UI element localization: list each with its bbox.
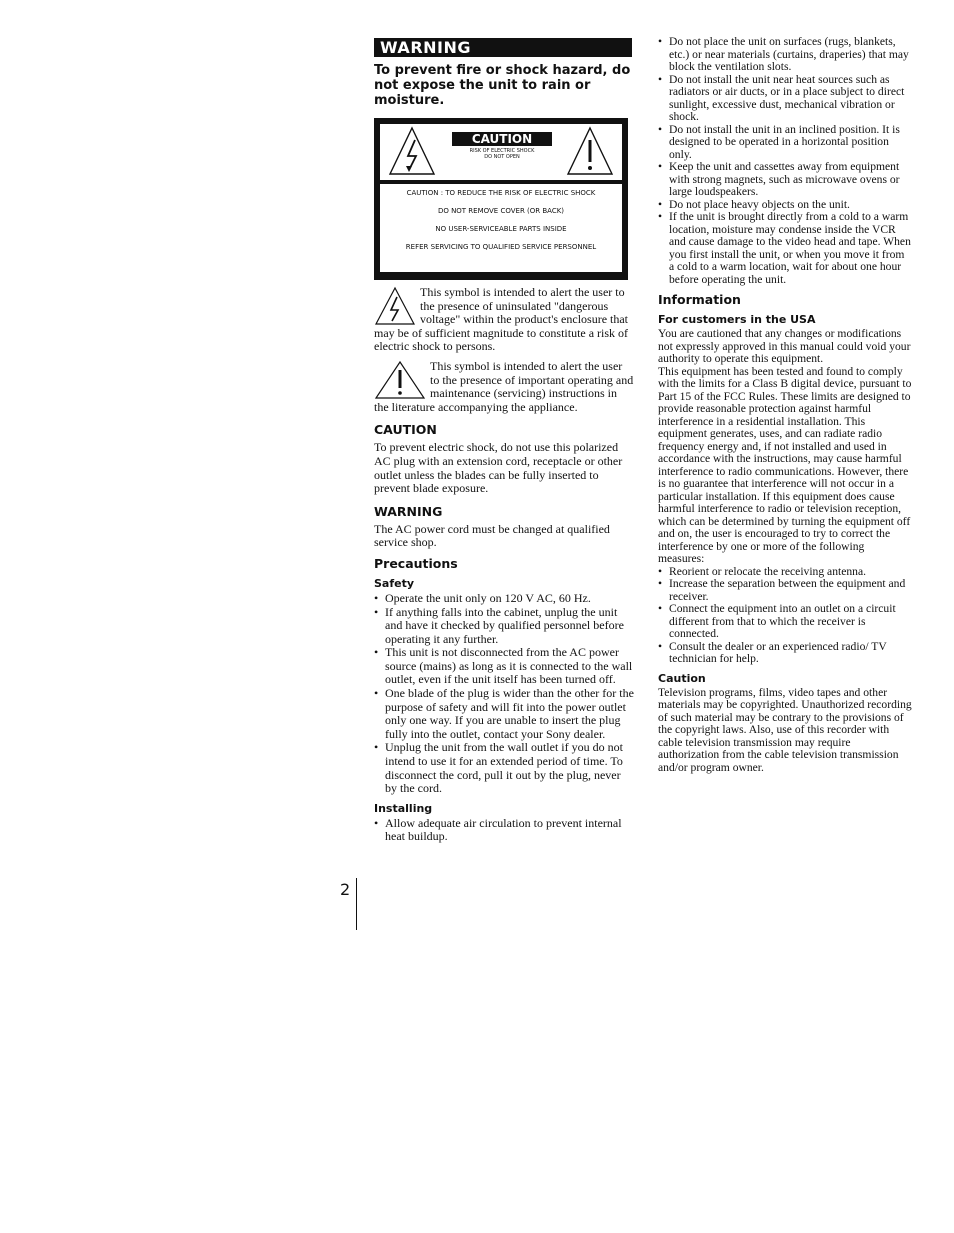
list-item: • Operate the unit only on 120 V AC, 60 Hz. (374, 592, 634, 606)
caution-heading: Caution (658, 671, 706, 685)
warning-banner: WARNING (374, 38, 632, 57)
usa-paragraph-2: This equipment has been tested and found to comply with the limits for a Class B digital device, pursuant to Part 15 of the FCC Rules. These limits are designed to provide reasonable protection against harmful interference in a residential installation. This equipment generates, uses, and can radiate radio frequency energy and, if not installed and used in accordance with the instructions, may cause harmful interference to radio communications. However, there is no guarantee that interference will not occur in a particular installation. If this equipment does cause harmful interference to radio or television reception, which can be determined by turning the equipment off and on, the user is encouraged to try to correct the interference by one or more of the following measures: (658, 364, 912, 565)
list-item: • Consult the dealer or an experienced radio/ TV technician for help. (658, 641, 912, 666)
label-line: CAUTION : TO REDUCE THE RISK OF ELECTRIC SHOCK (406, 189, 596, 197)
page-number: 2 (340, 880, 351, 899)
symbol1-text: This symbol is intended to alert the user to the presence of uninsulated "dangerous voltage" within the product's enclosure that may be of sufficient magnitude to constitute a risk of electric shock to persons. (374, 285, 629, 354)
list-item: • Connect the equipment into an outlet on a circuit different from that to which the receiver is connected. (658, 603, 912, 641)
caution-label: CAUTION (452, 132, 552, 146)
warning-text: The AC power cord must be changed at qualified service shop. (374, 521, 610, 550)
label-line: NO USER-SERVICEABLE PARTS INSIDE (435, 225, 567, 233)
exclamation-triangle-icon (374, 360, 426, 400)
right-column (658, 36, 912, 774)
intro-warning: To prevent fire or shock hazard, do not expose the unit to rain or moisture. (374, 63, 631, 108)
caution-label-text (380, 184, 622, 272)
symbol2-text: This symbol is intended to alert the user to the presence of important operating and maintenance (servicing) instructions in the literature accompanying the appliance. (374, 358, 634, 414)
lightning-triangle-icon (374, 286, 416, 326)
installing-heading: Installing (374, 801, 433, 815)
label-line: REFER SERVICING TO QUALIFIED SERVICE PERSONNEL (405, 243, 597, 251)
risk-line: DO NOT OPEN (484, 154, 520, 160)
list-item: • Do not install the unit near heat sources such as radiators or air ducts, or in a place subject to direct sunlight, excessive dust, mechanical vibration or shock. (658, 74, 912, 124)
installing-list (374, 817, 634, 844)
safety-list (374, 592, 634, 796)
caution-text: Television programs, films, video tapes and other materials may be copyrighted. Unauthorized recording of such material may be contrary to the provisions of the copyright laws. Also, use of this recorder with cable television transmission may require authorization from the cable television transmission and/or program owner. (658, 685, 912, 774)
list-item: • This unit is not disconnected from the AC power source (mains) as long as it is connected to the wall outlet, even if the unit itself has been turned off. (374, 646, 634, 687)
warning-heading: WARNING (374, 503, 443, 519)
list-item: • Do not place the unit on surfaces (rugs, blankets, etc.) or near materials (curtains, draperies) that may block the ventilation slots. (658, 36, 912, 74)
risk-line: RISK OF ELECTRIC SHOCK (469, 148, 535, 154)
list-item: • Do not install the unit in an inclined position. It is designed to be operated in a horizontal position only. (658, 124, 912, 162)
symbol1-block (374, 286, 634, 354)
list-item: • Unplug the unit from the wall outlet if you do not intend to use it for an extended period of time. To disconnect the cord, pull it out by the plug, never by the cord. (374, 741, 634, 795)
precautions-heading: Precautions (374, 555, 458, 571)
risk-text (452, 148, 552, 160)
measures-list (658, 566, 912, 666)
list-item: • Keep the unit and cassettes away from equipment with strong magnets, such as microwave ovens or large loudspeakers. (658, 161, 912, 199)
symbol2-block (374, 360, 634, 414)
caution-text: To prevent electric shock, do not use this polarized AC plug with an extension cord, receptacle or other outlet unless the blades can be fully inserted to prevent blade exposure. (374, 440, 623, 496)
list-item: • If anything falls into the cabinet, unplug the unit and have it checked by qualified personnel before operating it any further. (374, 606, 634, 647)
list-item: • Increase the separation between the equipment and receiver. (658, 578, 912, 603)
list-item: • Allow adequate air circulation to prevent internal heat buildup. (374, 817, 634, 844)
list-item: • If the unit is brought directly from a cold to a warm location, moisture may condense inside the VCR and cause damage to the video head and tape. When you first install the unit, or when you move it from a cold to a warm location, wait for about one hour before operating the unit. (658, 211, 912, 286)
usa-paragraph-1: You are cautioned that any changes or modifications not expressly approved in this manual could void your authority to operate this equipment. (658, 327, 911, 365)
label-line: DO NOT REMOVE COVER (OR BACK) (437, 207, 565, 215)
list-item: • Reorient or relocate the receiving antenna. (658, 566, 912, 579)
exclamation-triangle-icon (566, 126, 614, 176)
safety-heading: Safety (374, 576, 415, 590)
lightning-triangle-icon (388, 126, 436, 176)
caution-heading: CAUTION (374, 422, 437, 438)
left-column (374, 38, 634, 844)
caution-label-graphic (374, 118, 628, 280)
information-heading: Information (658, 292, 741, 307)
page-number-rule (356, 878, 357, 930)
list-item: • Do not place heavy objects on the unit. (658, 199, 912, 212)
caution-label-top (380, 124, 622, 180)
installing-list-continued (658, 36, 912, 286)
usa-heading: For customers in the USA (658, 313, 816, 326)
list-item: • One blade of the plug is wider than the other for the purpose of safety and will fit into the power outlet only one way. If you are unable to insert the plug fully into the outlet, contact your Sony dealer. (374, 687, 634, 741)
